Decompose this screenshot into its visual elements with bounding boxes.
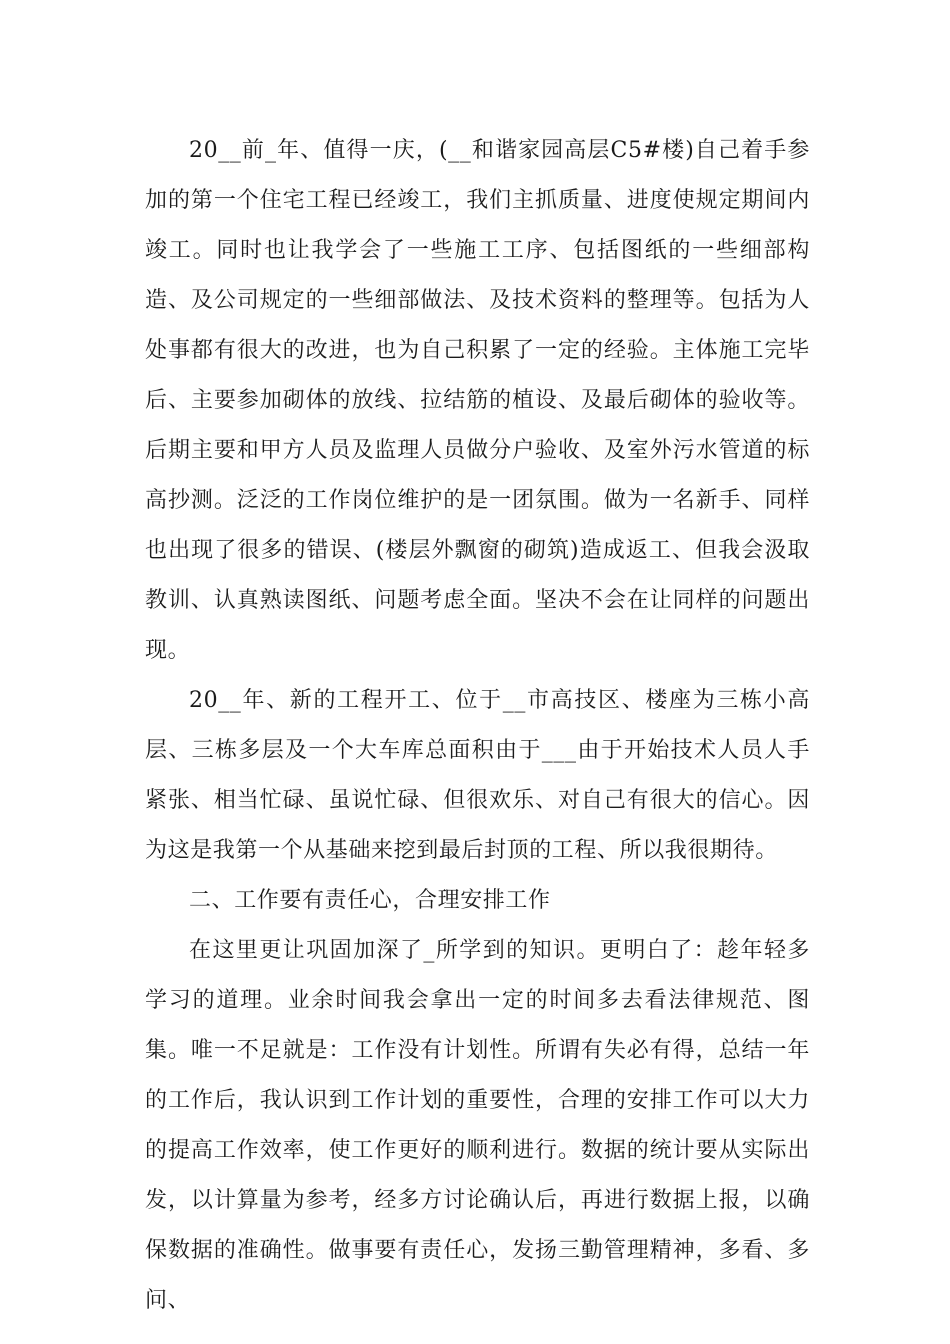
section-heading: 二、工作要有责任心，合理安排工作 [189, 888, 551, 913]
paragraph-responsibility: 在这里更让巩固加深了_所学到的知识。更明白了：趁年轻多学习的道理。业余时间我会拿出一定的时间多去看法律规范、图集。唯一不足就是：工作没有计划性。所谓有失必有得，总结一年的工作后，我认识到工作计划的重要性，合理的安排工作可以大力的提高工作效率，使工作更好的顺利进行。数据的统计要从实际出发，以计算量为参考，经多方讨论确认后，再进行数据上报，以确保数据的准确性。做事要有责任心，发扬三勤管理精神，多看、多问、 [145, 938, 810, 1313]
paragraph-new-project: 20__年、新的工程开工、位于__市高技区、楼座为三栋小高层、三栋多层及一个大车库总面积由于___由于开始技术人员人手紧张、相当忙碌、虽说忙碌、但很欢乐、对自己有很大的信心。因为这是我第一个从基础来挖到最后封顶的工程、所以我很期待。 [145, 688, 810, 863]
document-page [145, 126, 810, 1326]
paragraph-project-completion: 20__前_年、值得一庆，(__和谐家园高层C5#楼)自己着手参加的第一个住宅工程已经竣工，我们主抓质量、进度使规定期间内竣工。同时也让我学会了一些施工工序、包括图纸的一些细部构造、及公司规定的一些细部做法、及技术资料的整理等。包括为人处事都有很大的改进，也为自己积累了一定的经验。主体施工完毕后、主要参加砌体的放线、拉结筋的植设、及最后砌体的验收等。后期主要和甲方人员及监理人员做分户验收、及室外污水管道的标高抄测。泛泛的工作岗位维护的是一团氛围。做为一名新手、同样也出现了很多的错误、(楼层外飘窗的砌筑)造成返工、但我会汲取教训、认真熟读图纸、问题考虑全面。坚决不会在让同样的问题出现。 [145, 138, 810, 663]
